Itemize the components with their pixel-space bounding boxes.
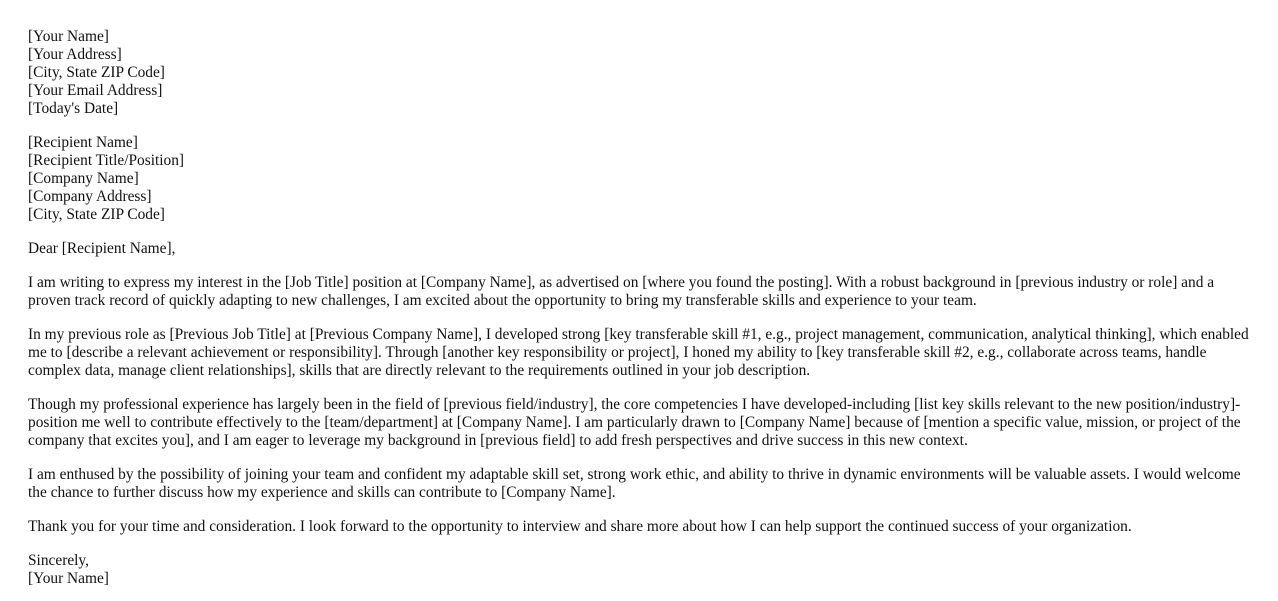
signature-name: [Your Name] [28, 570, 109, 587]
recipient-title: [Recipient Title/Position] [28, 152, 185, 169]
body-paragraph-thanks: Thank you for your time and consideration. I look forward to the opportunity to interview and share more about how I can help support the continued success of your organization. [28, 518, 1132, 535]
recipient-company: [Company Name] [28, 170, 139, 187]
valediction: Sincerely, [28, 552, 89, 569]
recipient-company-address: [Company Address] [28, 188, 152, 205]
salutation: Dear [Recipient Name], [28, 240, 176, 257]
body-paragraph-enthusiasm: I am enthused by the possibility of joining your team and confident my adaptable skill set, strong work ethic, and ability to thrive in dynamic environments will be valuable assets. I would welcome the chance to further discuss how my experience and skills can contribute to [Company Name]. [28, 466, 1241, 501]
cover-letter [28, 28, 1254, 588]
sender-city-state-zip: [City, State ZIP Code] [28, 64, 165, 81]
letter-date: [Today's Date] [28, 100, 119, 117]
sender-email: [Your Email Address] [28, 82, 163, 99]
closing-block [28, 552, 1254, 588]
sender-name: [Your Name] [28, 28, 109, 45]
recipient-name: [Recipient Name] [28, 134, 138, 151]
recipient-address-block [28, 134, 1254, 224]
body-paragraph-competencies: Though my professional experience has largely been in the field of [previous field/industry], the core competencies I have developed-including [list key skills relevant to the new position/industry]-position me well to contribute effectively to the [team/department] at [Company Name]. I am particularly drawn to [Company Name] because of [mention a specific value, mission, or project of the company that excites you], and I am eager to leverage my background in [previous field] to add fresh perspectives and drive success in this new context. [28, 396, 1241, 449]
sender-address-block [28, 28, 1254, 118]
sender-address: [Your Address] [28, 46, 122, 63]
recipient-city-state-zip: [City, State ZIP Code] [28, 206, 165, 223]
body-paragraph-experience: In my previous role as [Previous Job Title] at [Previous Company Name], I developed strong [key transferable skill #1, e.g., project management, communication, analytical thinking], which enabled me to [describe a relevant achievement or responsibility]. Through [another key responsibility or project], I honed my ability to [key transferable skill #2, e.g., collaborate across teams, handle complex data, manage client relationships], skills that are directly relevant to the requirements outlined in your job description. [28, 326, 1249, 379]
body-paragraph-intro: I am writing to express my interest in the [Job Title] position at [Company Name], as advertised on [where you found the posting]. With a robust background in [previous industry or role] and a proven track record of quickly adapting to new challenges, I am excited about the opportunity to bring my transferable skills and experience to your team. [28, 274, 1215, 309]
